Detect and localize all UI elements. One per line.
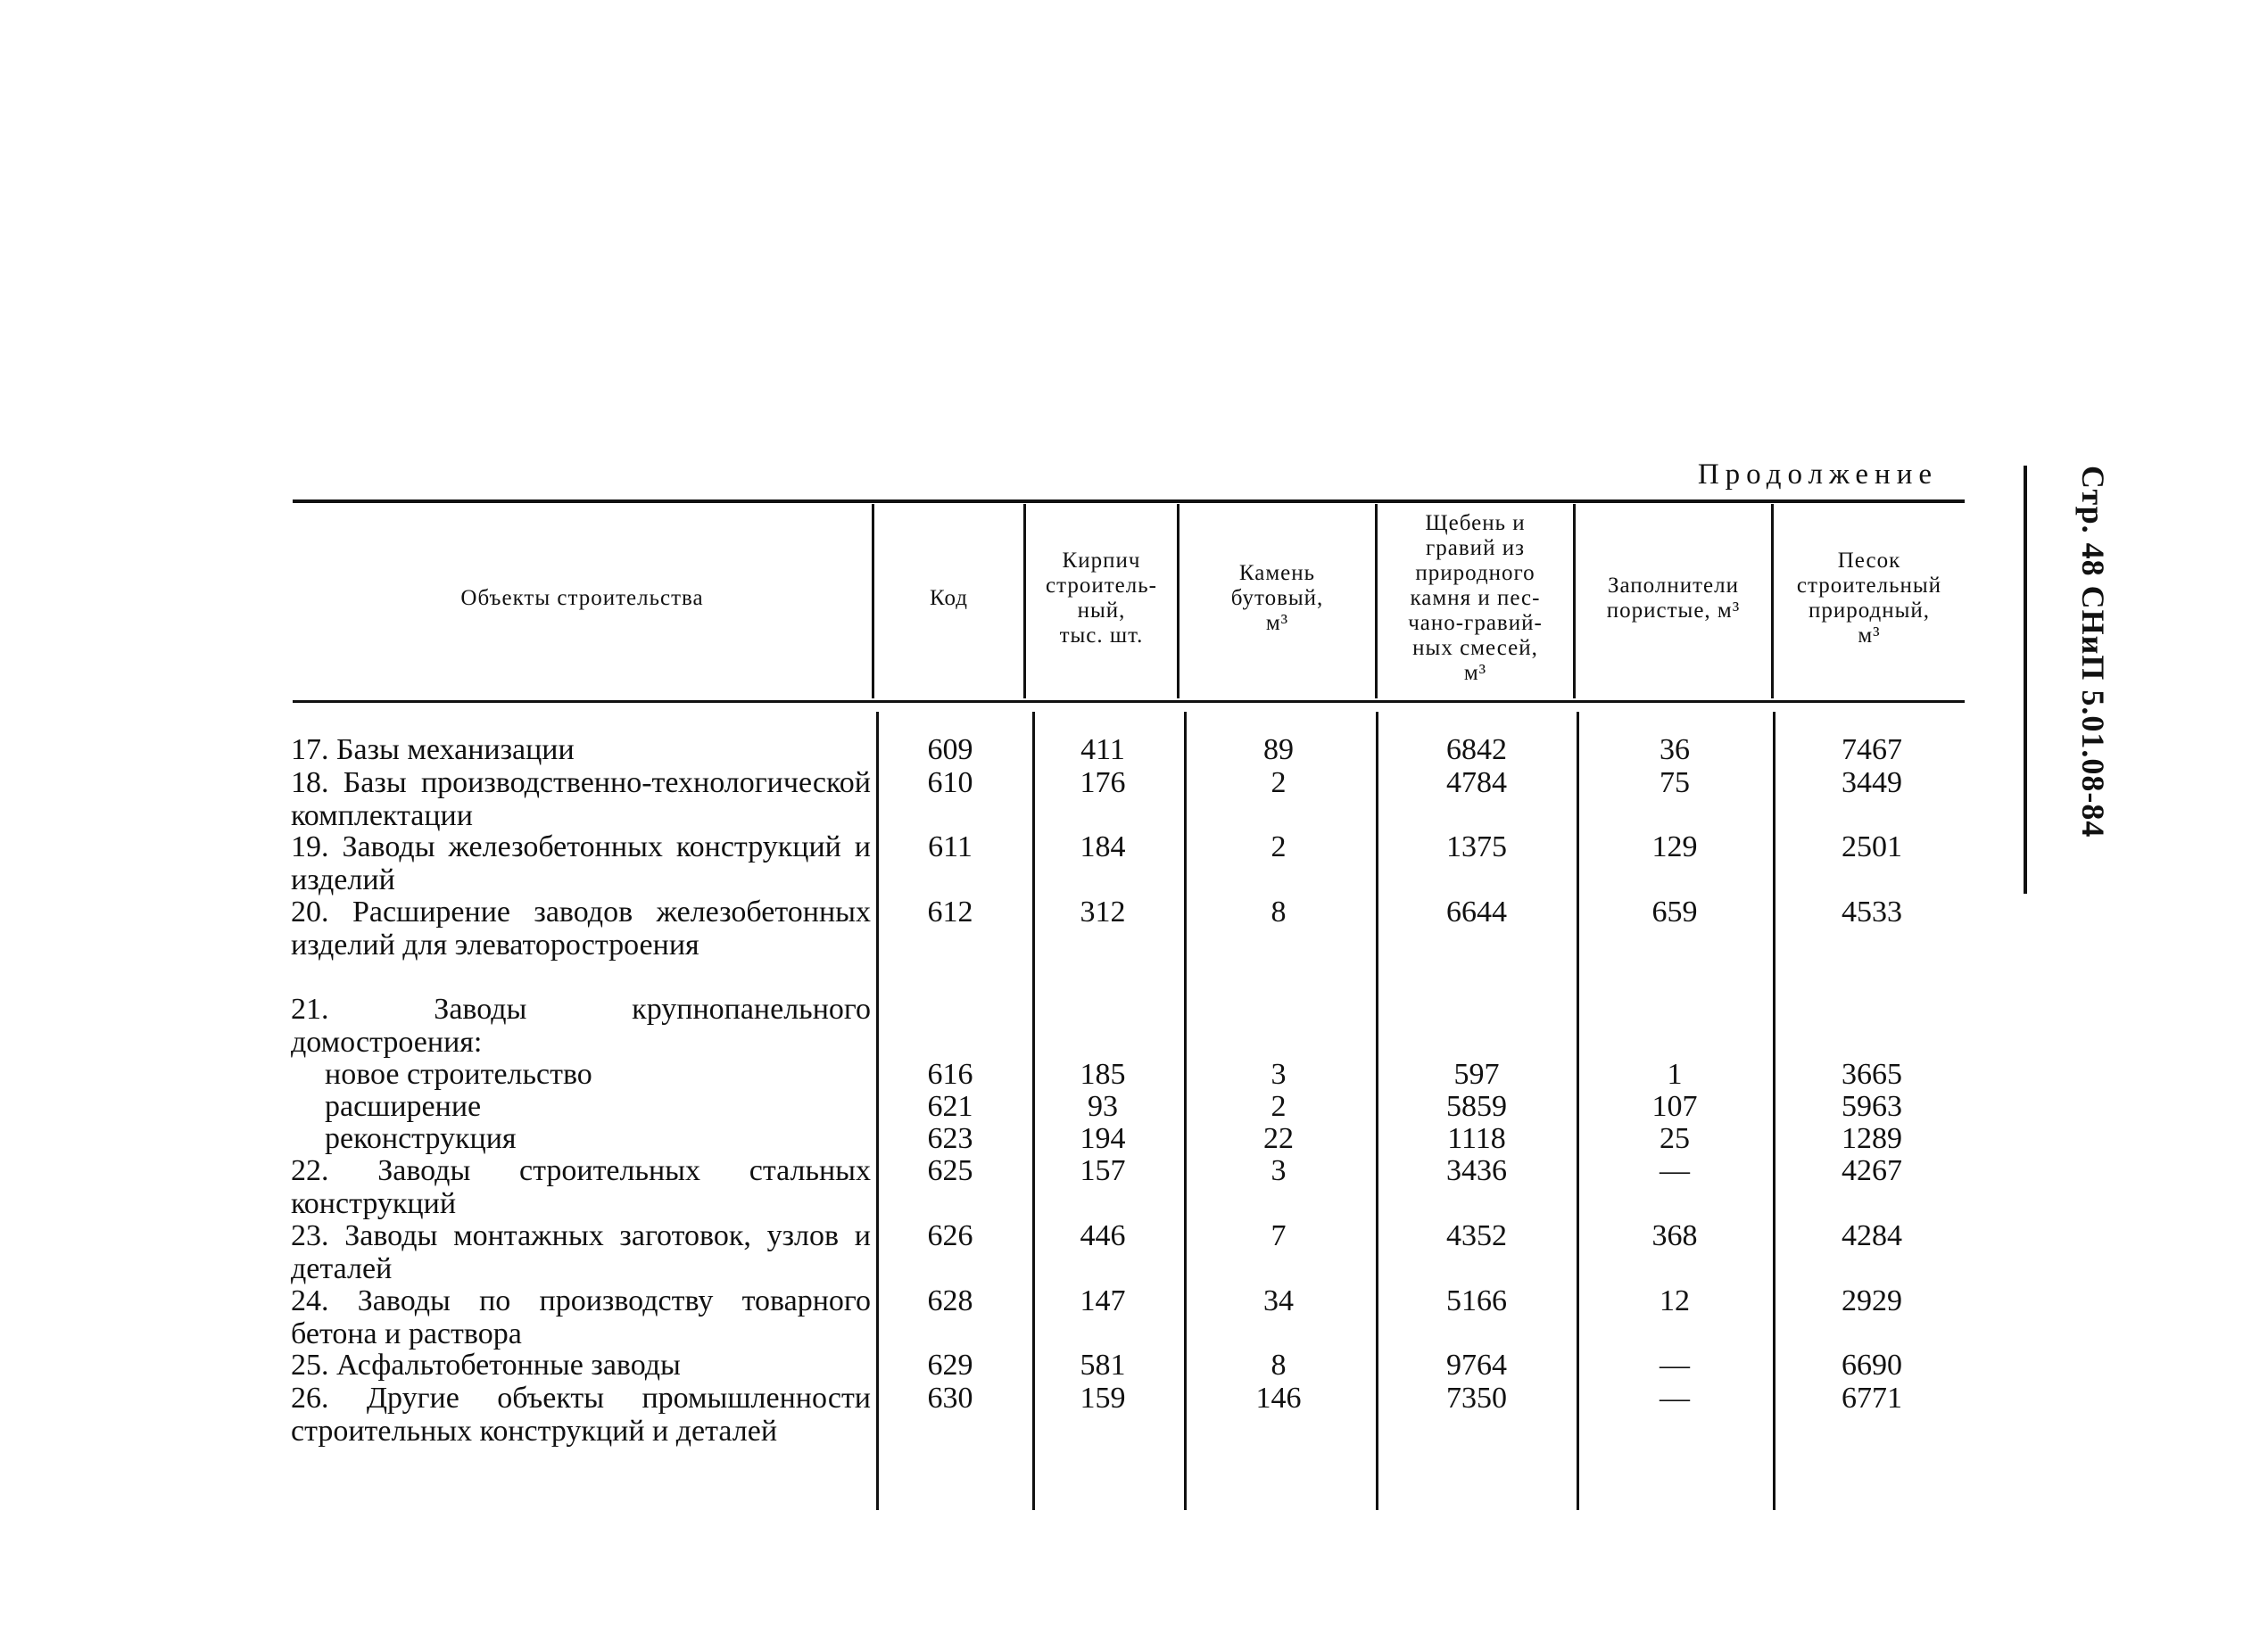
- row-gravel: 1118: [1447, 1122, 1506, 1155]
- row-object-name: расширение: [325, 1090, 482, 1123]
- row-brick: 446: [1080, 1219, 1126, 1252]
- header-porous: Заполнители пористые, м³: [1606, 574, 1741, 623]
- row-porous: 12: [1660, 1284, 1690, 1317]
- row-stone: 2: [1271, 766, 1287, 799]
- row-code: 626: [927, 1219, 973, 1252]
- row-code: 630: [927, 1382, 973, 1415]
- row-sand: 3665: [1842, 1058, 1902, 1091]
- row-stone: 8: [1271, 1349, 1287, 1382]
- row-gravel: 5166: [1446, 1284, 1507, 1317]
- row-brick: 93: [1088, 1090, 1118, 1123]
- row-stone: 3: [1271, 1154, 1287, 1187]
- row-object-name: 22. Заводы строительных стальных конструкций: [291, 1154, 871, 1220]
- row-gravel: 6644: [1446, 896, 1507, 929]
- row-sand: 5963: [1842, 1090, 1902, 1123]
- row-code: 629: [927, 1349, 973, 1382]
- row-porous: 25: [1660, 1122, 1690, 1155]
- row-stone: 146: [1255, 1382, 1302, 1415]
- header-stone: Камень бутовый, м³: [1230, 561, 1324, 635]
- row-object-name: 21. Заводы крупнопанельного домостроения:: [291, 993, 871, 1059]
- row-code: 609: [927, 733, 973, 766]
- row-porous: 368: [1651, 1219, 1698, 1252]
- row-code: 612: [927, 896, 973, 929]
- row-sand: 4267: [1842, 1154, 1902, 1187]
- row-object-name: 20. Расширение заводов железобетонных изделий для элеваторостроения: [291, 896, 871, 962]
- row-code: 628: [927, 1284, 973, 1317]
- row-sand: 1289: [1842, 1122, 1902, 1155]
- row-porous: 36: [1660, 733, 1690, 766]
- row-stone: 22: [1263, 1122, 1294, 1155]
- row-object-name: новое строительство: [325, 1058, 592, 1091]
- row-gravel: 3436: [1446, 1154, 1507, 1187]
- row-gravel: 9764: [1446, 1349, 1507, 1382]
- row-sand: 4533: [1842, 896, 1902, 929]
- row-stone: 2: [1271, 830, 1287, 863]
- row-gravel: 6842: [1446, 733, 1507, 766]
- row-code: 611: [928, 830, 973, 863]
- row-brick: 194: [1080, 1122, 1126, 1155]
- header-brick: Кирпич строитель- ный, тыс. шт.: [1046, 549, 1157, 648]
- row-gravel: 1375: [1446, 830, 1507, 863]
- row-sand: 7467: [1842, 733, 1902, 766]
- row-object-name: 26. Другие объекты промышленности строительных конструкций и деталей: [291, 1382, 871, 1448]
- row-gravel: 4352: [1446, 1219, 1507, 1252]
- row-stone: 2: [1271, 1090, 1287, 1123]
- header-sand: Песок строительный природный, м³: [1796, 549, 1942, 648]
- row-object-name: 23. Заводы монтажных заготовок, узлов и деталей: [291, 1219, 871, 1285]
- row-sand: 2929: [1842, 1284, 1902, 1317]
- row-brick: 157: [1080, 1154, 1126, 1187]
- row-brick: 312: [1080, 896, 1126, 929]
- page-reference: Стр. 48 СНиП 5.01.08-84: [2075, 466, 2111, 838]
- row-porous: 1: [1667, 1058, 1683, 1091]
- row-stone: 34: [1263, 1284, 1294, 1317]
- row-sand: 6771: [1842, 1382, 1902, 1415]
- row-code: 625: [927, 1154, 973, 1187]
- row-code: 621: [927, 1090, 973, 1123]
- row-porous: 107: [1651, 1090, 1698, 1123]
- row-brick: 159: [1080, 1382, 1126, 1415]
- row-sand: 4284: [1842, 1219, 1902, 1252]
- table-top-rule: [293, 499, 1965, 503]
- row-code: 610: [927, 766, 973, 799]
- row-porous: 659: [1651, 896, 1698, 929]
- row-gravel: 4784: [1446, 766, 1507, 799]
- row-gravel: 597: [1453, 1058, 1500, 1091]
- row-code: 623: [927, 1122, 973, 1155]
- row-sand: 3449: [1842, 766, 1902, 799]
- header-object: Объекты строительства: [460, 586, 704, 610]
- header-bottom-rule: [293, 700, 1965, 703]
- row-sand: 6690: [1842, 1349, 1902, 1382]
- row-porous: 75: [1660, 766, 1690, 799]
- row-sand: 2501: [1842, 830, 1902, 863]
- row-object-name: реконструкция: [325, 1122, 517, 1155]
- row-brick: 411: [1080, 733, 1125, 766]
- header-gravel: Щебень и гравий из природного камня и пес- чано-гравий- ных смесей, м³: [1408, 511, 1543, 685]
- row-code: 616: [927, 1058, 973, 1091]
- row-stone: 89: [1263, 733, 1294, 766]
- row-stone: 7: [1271, 1219, 1287, 1252]
- continuation-label: Продолжение: [1697, 458, 1938, 491]
- row-brick: 581: [1080, 1349, 1126, 1382]
- row-object-name: 24. Заводы по производству товарного бетона и раствора: [291, 1284, 871, 1350]
- row-object-name: 25. Асфальтобетонные заводы: [291, 1349, 681, 1382]
- row-brick: 176: [1080, 766, 1126, 799]
- row-object-name: 18. Базы производственно-технологической комплектации: [291, 766, 871, 832]
- row-brick: 184: [1080, 830, 1126, 863]
- row-stone: 8: [1271, 896, 1287, 929]
- row-porous: —: [1660, 1154, 1690, 1187]
- row-gravel: 5859: [1446, 1090, 1507, 1123]
- side-margin-rule: [2024, 466, 2075, 894]
- row-gravel: 7350: [1446, 1382, 1507, 1415]
- header-code: Код: [930, 586, 968, 610]
- row-object-name: 17. Базы механизации: [291, 733, 575, 766]
- row-object-name: 19. Заводы железобетонных конструкций и изделий: [291, 830, 871, 896]
- row-porous: 129: [1651, 830, 1698, 863]
- row-stone: 3: [1271, 1058, 1287, 1091]
- row-porous: —: [1660, 1349, 1690, 1382]
- row-porous: —: [1660, 1382, 1690, 1415]
- row-brick: 147: [1080, 1284, 1126, 1317]
- row-brick: 185: [1080, 1058, 1126, 1091]
